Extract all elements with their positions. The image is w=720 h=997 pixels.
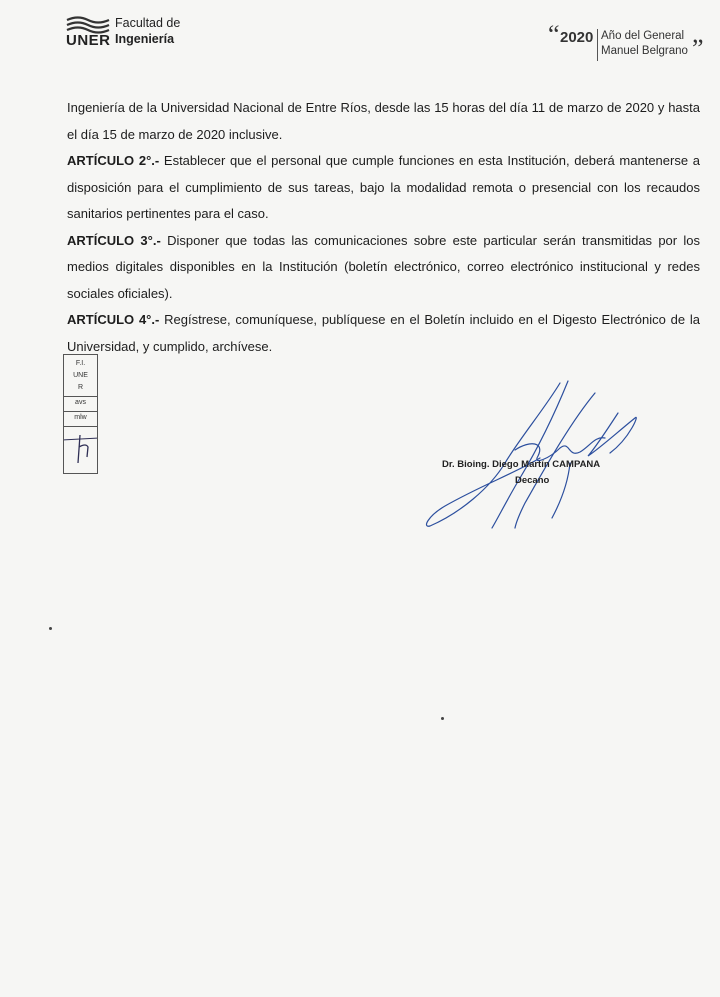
uner-faculty-logo [66,14,206,50]
article-title: ARTÍCULO 2°.- [67,153,160,168]
article-title: ARTÍCULO 4°.- [67,312,160,327]
handwritten-initial-icon [64,427,97,467]
logo-faculty-line1: Facultad de [115,16,181,30]
logo-faculty-line2: Ingeniería [115,32,175,46]
scan-speck [441,717,444,720]
initials-line3: R [77,384,84,391]
article-title: ARTÍCULO 3°.- [67,232,161,248]
article-3 [67,228,700,308]
motto-close-quote: ” [692,34,704,63]
scan-speck [49,627,52,630]
initials-cell: mlw [64,411,97,426]
initials-line1: F.I. [75,360,86,367]
initials-header [64,355,97,396]
article-text: Establecer que el personal que cumple funciones en esta Institución, deberá mantenerse a disposición para el cumplimiento de sus tareas, bajo la modalidad remota o presencial con los recaudos sanitarios pertinentes para el caso. [67,153,700,221]
initials-box [63,354,98,474]
initials-line2: UNE [73,372,88,379]
handwritten-signature-icon [420,378,650,533]
motto-divider [597,29,598,61]
motto-open-quote: “ [548,20,560,49]
signatory-title: Decano [515,475,550,486]
article-text: Disponer que todas las comunicaciones sobre este particular serán transmitidas por los medios digitales disponibles en la Institución (boletín electrónico, correo electrónico institucional y redes sociales oficiales). [67,232,700,301]
motto-line1: Año del General [601,30,685,42]
signatory-name: Dr. Bioing. Diego Martín CAMPANA [442,459,601,470]
motto-line2: Manuel Belgrano [601,45,688,57]
article-text: Regístrese, comuníquese, publíquese en el Boletín incluido en el Digesto Electrónico de la Universidad, y cumplido, archívese. [67,312,700,354]
year-motto [548,22,716,64]
article-4 [67,307,700,360]
logo-org-short: UNER [66,32,111,49]
motto-year: 2020 [560,29,594,46]
initials-cell: avs [64,396,97,411]
intro-paragraph: Ingeniería de la Universidad Nacional de Entre Ríos, desde las 15 horas del día 11 de marzo de 2020 y hasta el día 15 de marzo de 2020 inclusive. [67,100,700,142]
article-2 [67,148,700,228]
initials-handwritten-mark [64,426,97,467]
resolution-body [67,95,700,360]
